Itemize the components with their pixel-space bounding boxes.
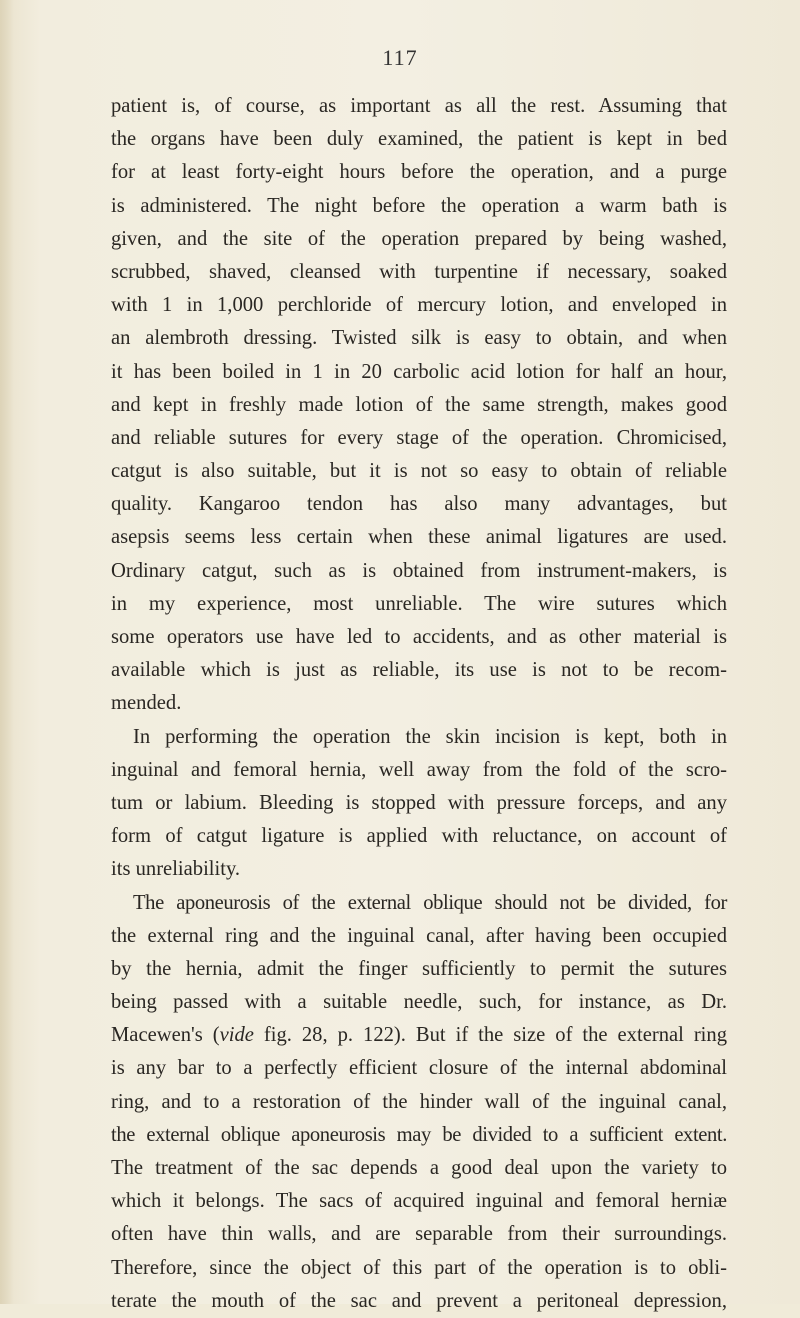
text-line: asepsis seems less certain when these animal ligatures are used.: [111, 526, 727, 549]
text-line: for at least forty-eight hours before the operation, and a purge: [111, 161, 727, 184]
text-line: The treatment of the sac depends a good deal upon the variety to: [111, 1157, 727, 1179]
text-line: in my experience, most unreliable. The wire sutures which: [111, 592, 727, 615]
text-line: mended.: [111, 692, 182, 715]
text-line: it has been boiled in 1 in 20 carbolic acid lotion for half an hour,: [111, 360, 727, 383]
italic-vide: vide: [219, 1024, 254, 1047]
text-line: patient is, of course, as important as all the rest. Assuming that: [111, 95, 727, 117]
text-line: form of catgut ligature is applied with reluctance, on account of: [111, 825, 727, 848]
paragraph-start-line: In performing the operation the skin incision is kept, both in: [133, 725, 727, 748]
text-line: inguinal and femoral hernia, well away from the fold of the scro-: [111, 758, 727, 781]
text-line: ring, and to a restoration of the hinder wall of the inguinal canal,: [111, 1090, 727, 1113]
text-line: and kept in freshly made lotion of the same strength, makes good: [111, 393, 727, 416]
text-line: available which is just as reliable, its use is not to be recom-: [111, 659, 727, 682]
text-line: tum or labium. Bleeding is stopped with pressure forceps, and any: [111, 791, 727, 814]
text-line: being passed with a suitable needle, such, for instance, as Dr.: [111, 991, 727, 1014]
page-binding-shadow: [0, 0, 14, 1304]
text-line: with 1 in 1,000 perchloride of mercury lotion, and enveloped in: [111, 294, 727, 317]
text-line-with-italic: [111, 1019, 727, 1052]
body-text: [111, 90, 727, 1318]
text-line: Ordinary catgut, such as is obtained from instrument-makers, is: [111, 559, 727, 582]
text-line: some operators use have led to accidents, and as other material is: [111, 626, 727, 648]
text-line: which it belongs. The sacs of acquired inguinal and femoral herniæ: [111, 1190, 727, 1213]
text-line: scrubbed, shaved, cleansed with turpentine if necessary, soaked: [111, 260, 727, 283]
text-line: is any bar to a perfectly efficient closure of the internal abdominal: [111, 1057, 727, 1080]
text-line: catgut is also suitable, but it is not so easy to obtain of reliable: [111, 460, 727, 483]
text-line: the external oblique aponeurosis may be divided to a sufficient extent.: [111, 1123, 727, 1146]
text-line: is administered. The night before the operation a warm bath is: [111, 194, 727, 217]
paragraph-start-line: The aponeurosis of the external oblique should not be divided, for: [133, 891, 727, 914]
text-line: by the hernia, admit the finger sufficiently to permit the sutures: [111, 957, 727, 980]
text-segment: Macewen's (: [111, 1024, 220, 1047]
text-line: often have thin walls, and are separable from their surroundings.: [111, 1223, 727, 1246]
text-line: and reliable sutures for every stage of the operation. Chromicised,: [111, 426, 727, 449]
text-line: Therefore, since the object of this part of the operation is to obli-: [111, 1256, 727, 1279]
text-segment: fig. 28, p. 122). But if the size of the external ring: [253, 1024, 727, 1047]
page-number: 117: [382, 45, 418, 70]
text-line: an alembroth dressing. Twisted silk is easy to obtain, and when: [111, 327, 727, 350]
text-line: the external ring and the inguinal canal, after having been occupied: [111, 924, 727, 947]
text-line: given, and the site of the operation prepared by being washed,: [111, 227, 727, 250]
text-line: its unreliability.: [111, 858, 241, 881]
text-line: quality. Kangaroo tendon has also many advantages, but: [111, 493, 727, 516]
text-line: the organs have been duly examined, the patient is kept in bed: [111, 128, 727, 151]
text-line: terate the mouth of the sac and prevent a peritoneal depression,: [111, 1289, 727, 1312]
